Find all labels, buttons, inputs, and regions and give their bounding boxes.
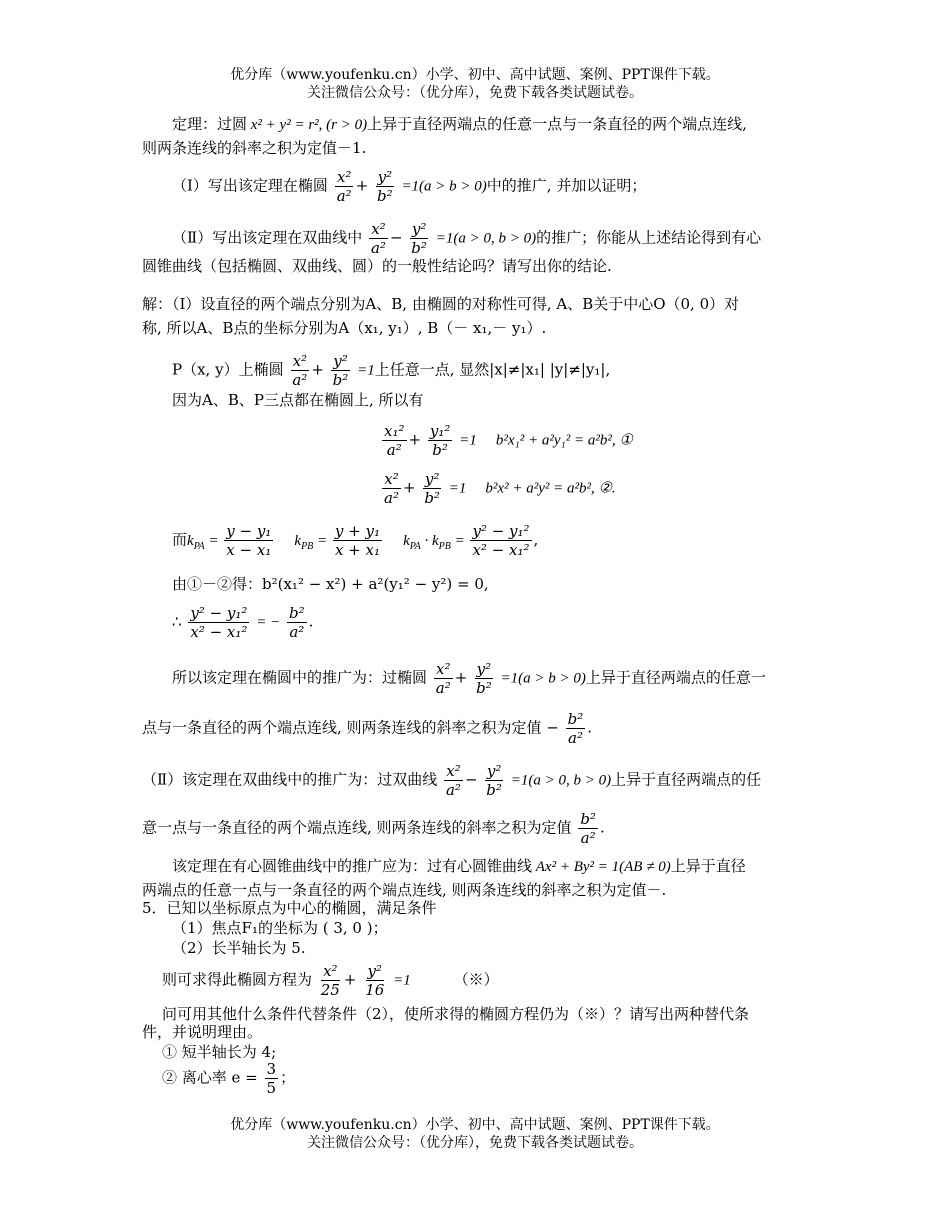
generalization-ellipse-tail: 点与一条直径的两个端点连线, 则两条连线的斜率之积为定值 − $\frac{\text{b²}}{\text{a²}}$ . (142, 710, 593, 747)
point-p-line: P（x, y）上椭圆 $\frac{\text{x²}}{\text{a²}}$ + $\frac{\text{y²}}{\text{b²}}$ =1上任意一点, 显然|x|≠|x₁| |y|≠|y₁|, (172, 352, 611, 389)
theorem-line-1: 定理：过圆 x² + y² = r², (r > 0)上异于直径两端点的任意一点与一条直径的两个端点连线, (172, 115, 747, 133)
solution-line-1: 解：（Ⅰ）设直径的两个端点分别为A、B, 由椭圆的对称性可得, A、B关于中心O（0, 0）对 (142, 295, 740, 313)
footer-line-2: 关注微信公众号：（优分库），免费下载各类试题试卷。 (307, 1135, 643, 1151)
problem-5-condition-1: （1）焦点F₁的坐标为 ( 3, 0 )； (172, 919, 388, 937)
generalization-hyperbola-tail: 意一点与一条直径的两个端点连线, 则两条连线的斜率之积为定值 $\frac{\text{b²}}{\text{a²}}$ . (142, 810, 605, 847)
therefore-line: ∴ $\frac{\text{y² − y₁²}}{\text{x² − x₁²}}$ = − $\frac{\text{b²}}{\text{a²}}$ . (172, 604, 314, 641)
problem-5-line-1: 5．已知以坐标原点为中心的椭圆，满足条件 (142, 899, 437, 917)
question-1: （Ⅰ）写出该定理在椭圆 $\frac{\text{x²}}{\text{a²}}$ + $\frac{\text{y²}}{\text{b²}}$ =1(a > b > 0)中的推广, 并加以证明； (172, 168, 647, 205)
header-line-1: 优分库（www.youfenku.cn）小学、初中、高中试题、案例、PPT课件下载。 (230, 67, 720, 83)
equation-1: $\frac{\text{x₁²}}{\text{a²}}$ + $\frac{\text{y₁²}}{\text{b²}}$ =1 b²x₁² + a²y₁² = a²b², ① (384, 422, 633, 459)
question-2-tail: 圆锥曲线（包括椭圆、双曲线、圆）的一般性结论吗？请写出你的结论. (142, 257, 612, 275)
because-line: 因为A、B、P三点都在椭圆上, 所以有 (172, 391, 424, 409)
generalization-conic: 该定理在有心圆锥曲线中的推广应为：过有心圆锥曲线 Ax² + By² = 1(AB ≠ 0)上异于直径 (172, 857, 746, 875)
problem-5-condition-2: （2）长半轴长为 5. (172, 939, 306, 957)
generalization-conic-tail: 两端点的任意一点与一条直径的两个端点连线, 则两条连线的斜率之积为定值－. (142, 881, 667, 899)
alternative-condition-1: ① 短半轴长为 4; (162, 1043, 277, 1061)
equation-2: $\frac{\text{x²}}{\text{a²}}$ + $\frac{\text{y²}}{\text{b²}}$ =1 b²x² + a²y² = a²b², ②. (384, 470, 616, 507)
problem-5-question: 问可用其他什么条件代替条件（2），使所求得的椭圆方程仍为（※）？请写出两种替代条 (162, 1005, 750, 1023)
theorem-line-2: 则两条连线的斜率之积为定值－1. (142, 139, 367, 157)
problem-5-equation: 则可求得此椭圆方程为 $\frac{\text{x²}}{25}$ + $\frac{\text{y²}}{16}$ =1 （※） (162, 962, 499, 999)
alternative-condition-2: ② 离心率 e = $\frac{3}{5}$ ； (162, 1060, 296, 1097)
problem-5-question-tail: 件，并说明理由。 (142, 1023, 263, 1041)
header-line-2: 关注微信公众号：（优分库），免费下载各类试题试卷。 (307, 85, 643, 101)
question-2: （Ⅱ）写出该定理在双曲线中 $\frac{\text{x²}}{\text{a²}}$ − $\frac{\text{y²}}{\text{b²}}$ =1(a > 0, b > 0)的推广；你能从上述结论得到有心 (172, 220, 762, 257)
slope-line: 而$k_{PA}$ = $\frac{\text{y − y₁}}{\text{x − x₁}}$ $k_{PB}$ = $\frac{\text{y + y₁}}{\text{x + x₁}}$ $k_{PA} \cdot k_{PB}$ = $\frac{\text{y² − y₁²}}{\text{x² − x₁²}}$ , (172, 522, 539, 559)
subtraction-line: 由①－②得：b²(x₁² − x²) + a²(y₁² − y²) = 0, (172, 575, 489, 593)
solution-line-2: 称, 所以A、B点的坐标分别为A（x₁, y₁）, B（－ x₁,－ y₁）. (142, 319, 547, 337)
generalization-ellipse: 所以该定理在椭圆中的推广为：过椭圆 $\frac{\text{x²}}{\text{a²}}$ + $\frac{\text{y²}}{\text{b²}}$ =1(a > b > 0)上异于直径两端点的任意一 (172, 660, 766, 697)
generalization-hyperbola: （Ⅱ）该定理在双曲线中的推广为：过双曲线 $\frac{\text{x²}}{\text{a²}}$ − $\frac{\text{y²}}{\text{b²}}$ =1(a > 0, b > 0)上异于直径两端点的任 (142, 762, 762, 799)
footer-line-1: 优分库（www.youfenku.cn）小学、初中、高中试题、案例、PPT课件下载。 (230, 1117, 720, 1133)
